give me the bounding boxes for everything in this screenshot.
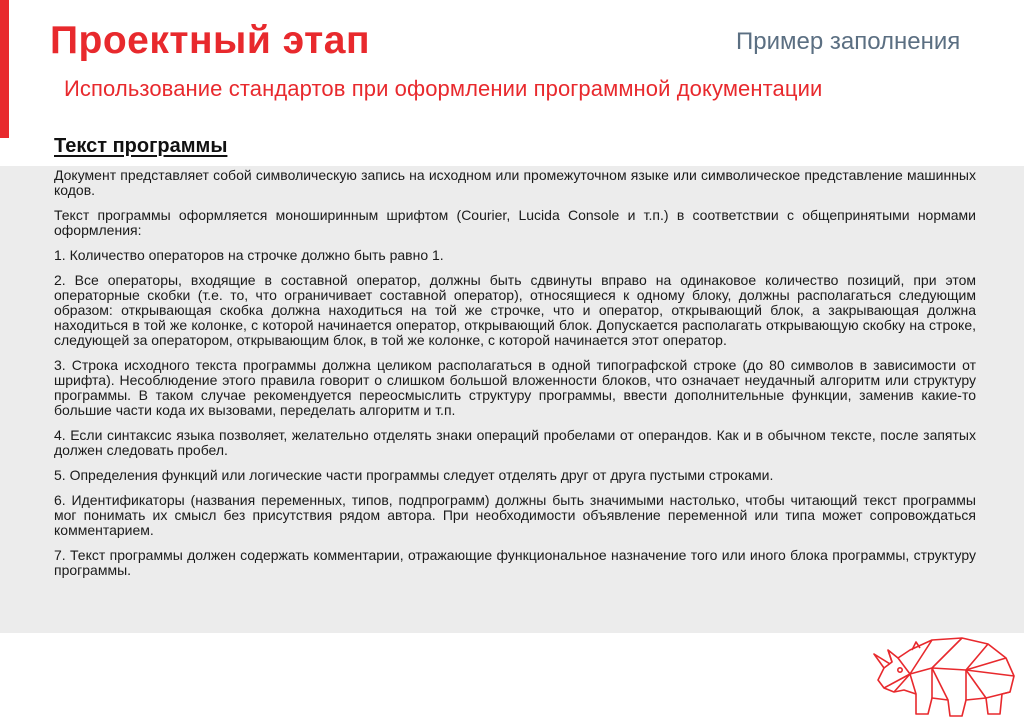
content-text [54,168,976,588]
rule-1: 1. Количество операторов на строчке должно быть равно 1. [54,247,444,263]
rule-5: 5. Определения функций или логические части программы следует отделять друг от друга пустыми строками. [54,467,774,483]
accent-bar [0,0,9,138]
rule-4: 4. Если синтаксис языка позволяет, желательно отделять знаки операций пробелами от операндов. Как и в обычном тексте, после запятых должен следовать пробел. [54,427,976,458]
rule-3: 3. Строка исходного текста программы должна целиком располагаться в одной типографской строке (до 80 символов в зависимости от шрифта). Несоблюдение этого правила говорит о слишком большой вложенности блоков, что означает неудачный алгоритм или структуру программы. В таком случае рекомендуется переосмыслить структуру программы, ввести дополнительные функции, заменив какие-то большие части кода их вызовами, переделать алгоритм и т.п. [54,357,976,418]
rule-6: 6. Идентификаторы (названия переменных, типов, подпрограмм) должны быть значимыми настолько, чтобы читающий текст программы мог понимать их смысл без присутствия рядом автора. При необходимости объявление переменной или типа может сопровождаться комментарием. [54,492,976,538]
section-heading: Текст программы [54,135,228,157]
page-title: Проектный этап [50,19,371,62]
paragraph-format: Текст программы оформляется моноширинным шрифтом (Courier, Lucida Console и т.п.) в соответствии с общепринятыми нормами оформления: [54,207,976,238]
page-subtitle: Использование стандартов при оформлении программной документации [64,76,823,101]
rule-2: 2. Все операторы, входящие в составной оператор, должны быть сдвинуты вправо на одинаковое количество позиций, при этом операторные скобки (т.е. то, что ограничивает составной оператор), относящиеся к одному блоку, должны располагаться следующим образом: открывающая скобка должна находиться на той же строчке, что и оператор, открывающий блок, а закрывающая должна находиться в той же колонке, с которой начинается оператор, открывающий блок. Допускается располагать открывающую скобку на строке, следующей за оператором, открывающим блок, в той же колонке, с которой начинается этот оператор. [54,272,976,348]
rule-7: 7. Текст программы должен содержать комментарии, отражающие функциональное назначение того или иного блока программы, структуру программы. [54,547,976,578]
rhino-logo-icon [870,628,1020,720]
paragraph-intro: Документ представляет собой символическую запись на исходном или промежуточном языке или символическое представление машинных кодов. [54,167,976,198]
sample-label: Пример заполнения [736,28,961,55]
